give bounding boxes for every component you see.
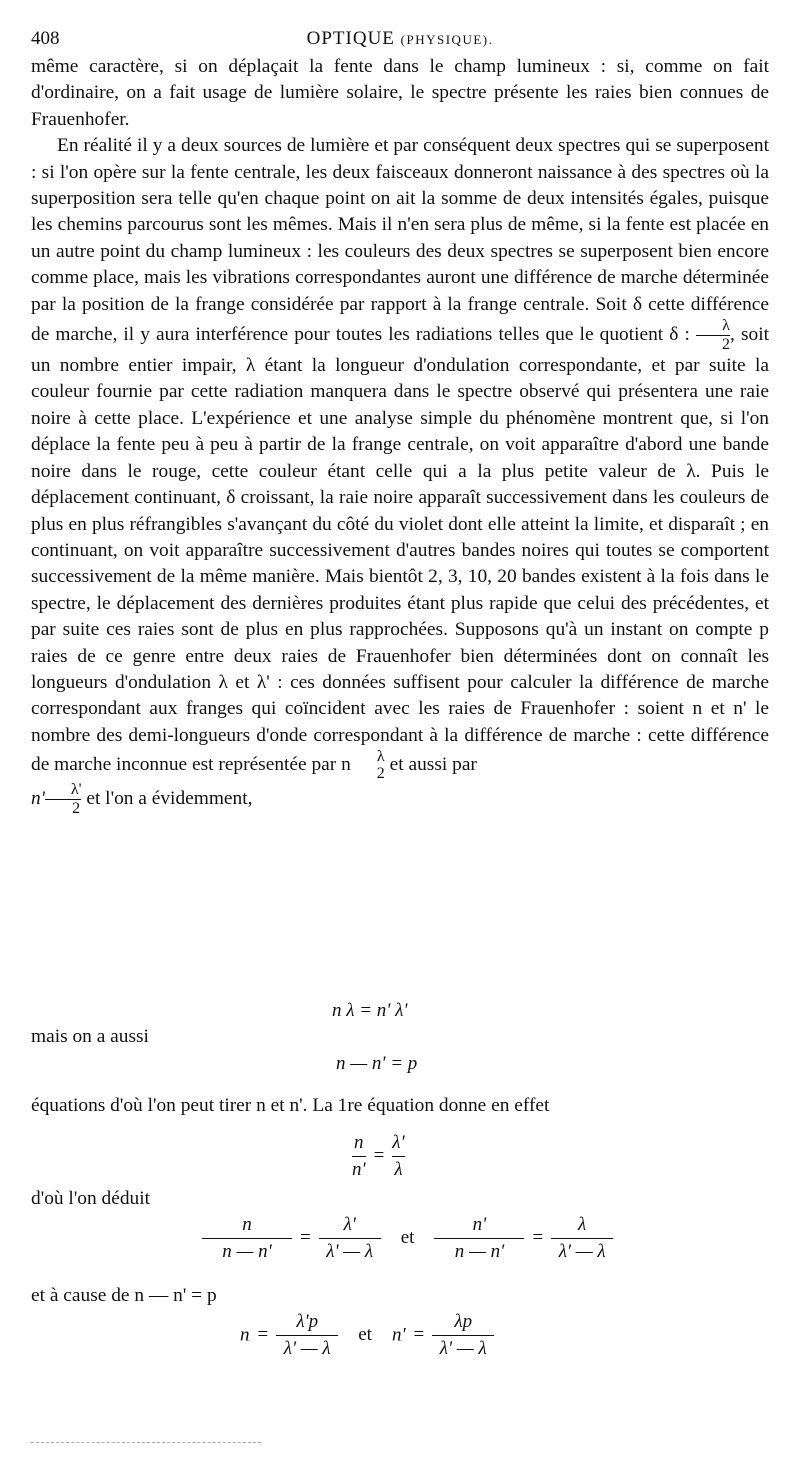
equation-1: n λ = n' λ' <box>332 1000 408 1021</box>
page-header <box>31 28 769 54</box>
paragraph-2: En réalité il y a deux sources de lumière et par conséquent deux spectres qui se superposent : si l'on opère sur la fente centrale, les deux faisceaux donneront naissance à des spectres où la superposition sera telle qu'en chaque point on ait la somme de deux intensités égales, puisque les chemins parcourus sont les mêmes. Mais il n'en sera plus de même, si la fente est placée en un autre point du champ lumineux : les couleurs des deux spectres se superposent bien encore comme place, mais les vibrations correspondantes auront une différence de marche déterminée par la position de la frange considérée par rapport à la frange centrale. Soit δ cette différence de marche, il y aura interférence pour toutes les radiations telles que le quotient δ : $\frac{\lambda}{2}$ , soit un nombre entier impair, λ étant la longueur d'ondulation correspondante, et par suite la couleur fournie par cette radiation manquera dans le spectre observé qui présentera une raie noire à cette place. L'expérience et une analyse simple du phénomène montrent que, si l'on déplace la fente peu à peu à partir de la frange centrale, on voit apparaître d'abord une bande noire dans le rouge, cette couleur étant celle qui a la plus petite valeur de λ. Puis le déplacement continuant, δ croissant, la raie noire apparaît successivement dans les couleurs de plus en plus réfrangibles s'avançant du côté du violet dont elle atteint la limite, et disparaît ; en continuant, on voit apparaître successivement d'autres bandes noires qui toutes se comportent successivement de la même manière. Mais bientôt 2, 3, 10, 20 bandes existent à la fois dans le spectre, le déplacement des dernières produites étant plus rapide que celui des précédentes, et par suite ces raies sont de plus en plus rapprochées. Supposons qu'à un instant on compte p raies de ce genre entre deux raies de Frauenhofer bien déterminées dont on connaît les longueurs d'ondulation λ et λ' : ces données suffisent pour calculer la différence de marche correspondant aux franges qui coïncident avec les raies de Frauenhofer : soient n et n' le nombre des demi-longueurs d'onde correspondant à la différence de marche : cette différence de marche inconnue est représentée par n λ 2 et aussi par n' $\frac{\lambda'}{2}$ et l'on a évidemment, <box>31 135 769 818</box>
running-title: OPTIQUE (PHYSIQUE). <box>306 28 494 49</box>
label-a-cause: et à cause de n — n' = p <box>31 1285 217 1306</box>
fraction-lambda-over-2-b: λ 2 <box>376 748 385 783</box>
equation-4: $\frac{n}{n — n'} = \frac{\lambda'}{\lambda' — \lambda}$ et $\frac{n'}{n — n'} = \frac{\lambda}{\lambda' — \lambda}$ <box>202 1215 613 1262</box>
paragraph-1: même caractère, si on déplaçait la fente dans le champ lumineux : si, comme on fait d'ordinaire, on a fait usage de lumière solaire, le spectre présente les raies bien connues de Frauenhofer. <box>31 56 769 130</box>
equation-2: n — n' = p <box>336 1053 418 1074</box>
label-deduit: d'où l'on déduit <box>31 1188 151 1209</box>
equation-3: $\frac{n}{n'} = \frac{\lambda'}{\lambda}$ <box>352 1132 405 1180</box>
page <box>31 28 769 817</box>
fraction-lambda-over-2: $\frac{\lambda}{2}$ <box>696 318 730 353</box>
label-mais-on-a-aussi: mais on a aussi <box>31 1026 149 1047</box>
equation-5: $n = \frac{\lambda'p}{\lambda' — \lambda}$ et $n' = \frac{\lambda p}{\lambda' — \lambda}$ <box>240 1312 494 1359</box>
running-subtitle: (PHYSIQUE). <box>400 32 494 47</box>
footer-rule <box>31 1442 261 1443</box>
page-number: 408 <box>31 28 60 49</box>
fraction-lambdap-over-2: $\frac{\lambda'}{2}$ <box>45 782 82 817</box>
line-equations: équations d'où l'on peut tirer n et n'. La 1re équation donne en effet <box>31 1095 550 1116</box>
